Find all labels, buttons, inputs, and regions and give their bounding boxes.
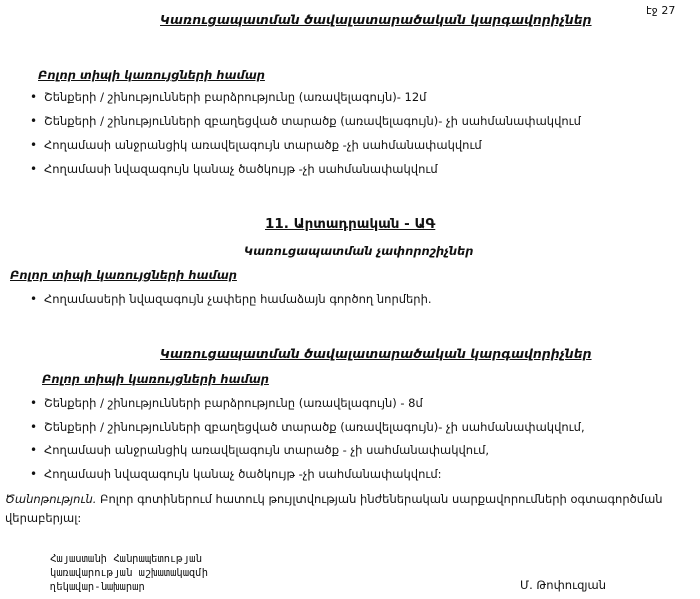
section-11-item-1: • Հողամասերի նվազագույն չափերը համաձայն գործող նորմերի. <box>30 292 432 306</box>
section-11-subheading: Բոլոր տիպի կառույցների համար <box>10 268 237 282</box>
section-b-item-3: • Հողամասի անջրանցիկ առավելագույն տարածք - չի սահմանափակվում, <box>30 443 490 457</box>
page-number: էջ 27 <box>646 4 676 17</box>
bullet-icon: • <box>30 396 38 410</box>
section-11-subtitle: Կառուցապատման չափորոշիչներ <box>244 244 474 258</box>
signature-line-3: ղեկավար-նախարար <box>50 581 145 593</box>
section-a-item-1: • Շենքերի / շինությունների բարձրությունը (առավելագույն)- 12մ <box>30 90 427 104</box>
bullet-icon: • <box>30 90 38 104</box>
signature-line-1: Հայաստանի Հանրապետության <box>50 553 202 565</box>
section-a-item-3: • Հողամասի անջրանցիկ առավելագույն տարածք -չի սահմանափակվում <box>30 138 482 152</box>
section-a-subheading: Բոլոր տիպի կառույցների համար <box>38 68 265 82</box>
section-a-heading: Կառուցապատման ծավալատարածական կարգավորիչներ <box>160 12 592 27</box>
section-11-title: 11. Արտադրական - ԱԳ <box>265 216 436 232</box>
bullet-icon: • <box>30 443 38 457</box>
section-b-item-4: • Հողամասի նվազագույն կանաչ ծածկույթ -չի սահմանափակվում: <box>30 467 442 481</box>
bullet-icon: • <box>30 420 38 434</box>
section-b-item-2: • Շենքերի / շինությունների զբաղեցված տարածք (առավելագույն)- չի սահմանափակվում, <box>30 420 585 434</box>
section-a-item-2: • Շենքերի / շինությունների զբաղեցված տարածք (առավելագույն)- չի սահմանափակվում <box>30 114 581 128</box>
bullet-icon: • <box>30 138 38 152</box>
bullet-icon: • <box>30 114 38 128</box>
signature-line-2: կառավարության աշխատակազմի <box>50 567 209 579</box>
section-a-item-4: • Հողամասի նվազագույն կանաչ ծածկույթ -չի սահմանափակվում <box>30 162 438 176</box>
bullet-icon: • <box>30 292 38 306</box>
section-b-heading: Կառուցապատման ծավալատարածական կարգավորիչներ <box>160 346 592 361</box>
signature-title-block <box>50 552 208 594</box>
section-b-subheading: Բոլոր տիպի կառույցների համար <box>42 372 269 386</box>
section-b-item-1: • Շենքերի / շինությունների բարձրությունը (առավելագույն) - 8մ <box>30 396 423 410</box>
note-text: Բոլոր գոտիներում հատուկ թույլտվության ինժեներական սարքավորումների օգտագործման վերաբերյալ: <box>5 492 663 525</box>
bullet-icon: • <box>30 467 38 481</box>
signature-name: Մ. Թոփուզյան <box>520 578 606 592</box>
note-lead: Ծանոթություն. <box>5 492 97 506</box>
bullet-icon: • <box>30 162 38 176</box>
note-paragraph <box>5 490 691 528</box>
